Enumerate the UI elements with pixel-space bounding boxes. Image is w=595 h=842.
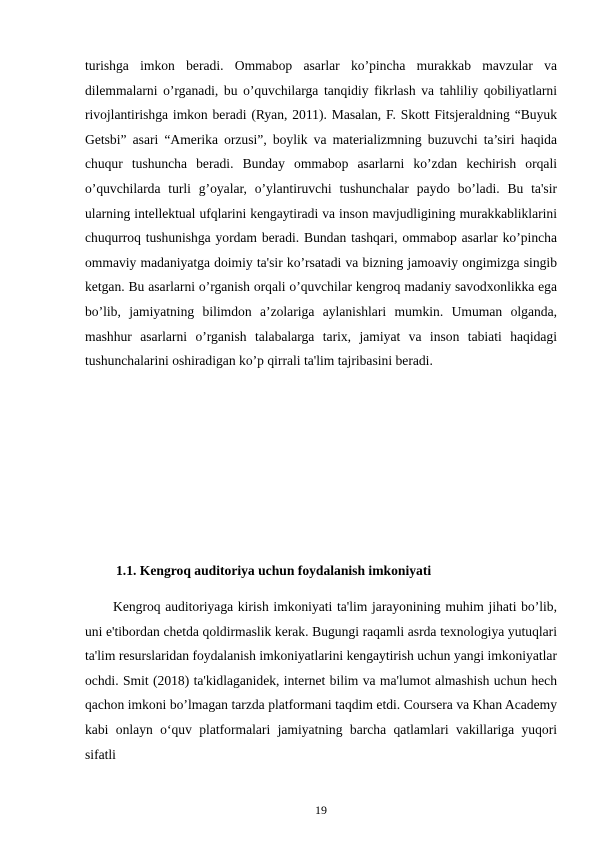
section-heading: 1.1. Kengroq auditoriya uchun foydalanish imkoniyati: [116, 563, 432, 578]
page-number: 19: [315, 803, 327, 817]
body-paragraph-1: turishga imkon beradi. Ommabop asarlar ko’pincha murakkab mavzular va dilemmalarni o’rganadi, bu o’quvchilarga tanqidiy fikrlash va tahliliy qobiliyatlarni rivojlantirishga imkon beradi (Ryan, 2011). Masalan, F. Skott Fitsjeraldning “Buyuk Getsbi” asari “Amerika orzusi”, boylik va materializmning buzuvchi ta’siri haqida chuqur tushuncha beradi. Bunday ommabop asarlarni ko’zdan kechirish orqali o’quvchilarda turli g’oyalar, o’ylantiruvchi tushunchalar paydo bo’ladi. Bu ta'sir ularning intellektual ufqlarini kengaytiradi va inson mavjudligining murakkabliklarini chuqurroq tushunishga yordam beradi. Bundan tashqari, ommabop asarlar ko’pincha ommaviy madaniyatga doimiy ta'sir ko’rsatadi va bizning jamoaviy ongimizga singib ketgan. Bu asarlarni o’rganish orqali o’quvchilar kengroq madaniy savodxonlikka ega bo’lib, jamiyatning bilimdon a’zolariga aylanishlari mumkin. Umuman olganda, mashhur asarlarni o’rganish talabalarga tarix, jamiyat va inson tabiati haqidagi tushunchalarini oshiradigan ko’p qirrali ta'lim tajribasini beradi.: [85, 58, 557, 369]
body-paragraph-2: Kengroq auditoriyaga kirish imkoniyati ta'lim jarayonining muhim jihati bo’lib, uni e'tibordan chetda qoldirmaslik kerak. Bugungi raqamli asrda texnologiya yutuqlari ta'lim resurslaridan foydalanish imkoniyatlarini kengaytirish uchun yangi imkoniyatlar ochdi. Smit (2018) ta'kidlaganidek, internet bilim va ma'lumot almashish uchun hech qachon imkoni bo’lmagan tarzda platformani taqdim etdi. Coursera va Khan Academy kabi onlayn o‘quv platformalari jamiyatning barcha qatlamlari vakillariga yuqori sifatli: [85, 599, 557, 762]
